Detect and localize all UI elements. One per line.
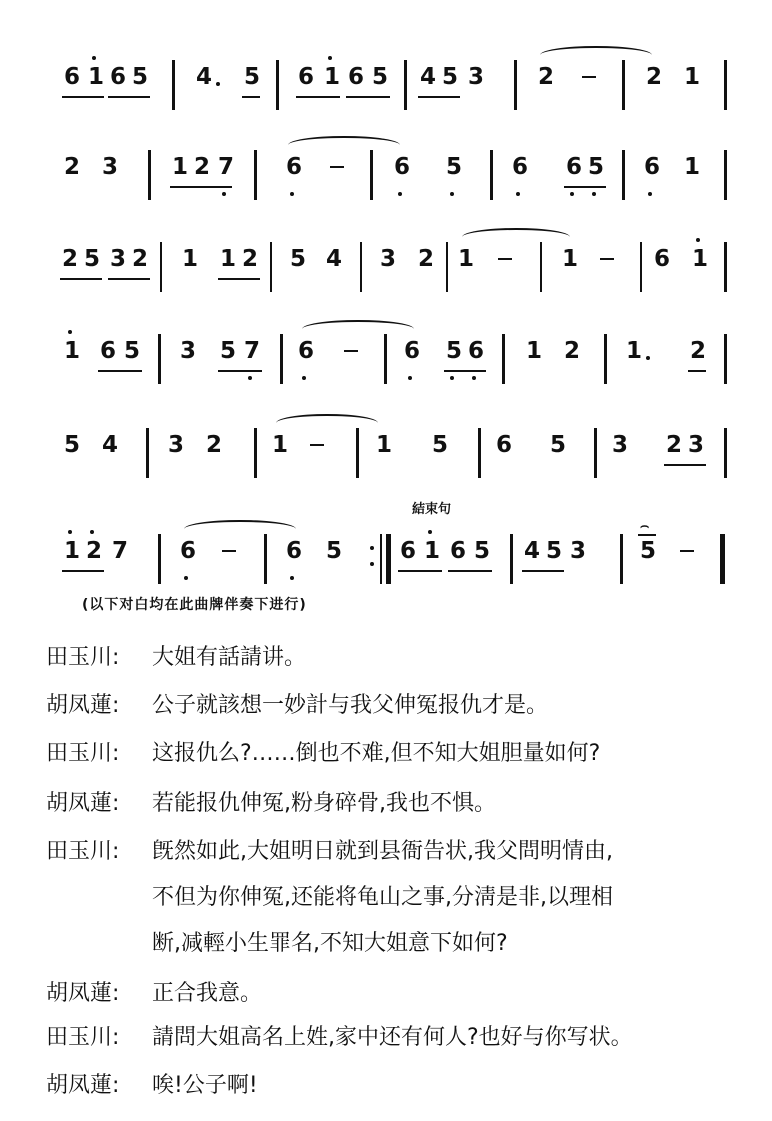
- note: 5: [290, 246, 307, 272]
- line-text: 公子就該想一妙計与我父伸冤报仇才是。: [152, 693, 549, 718]
- note: 3: [468, 64, 485, 90]
- barline: [478, 428, 481, 478]
- underline: [98, 370, 142, 372]
- underline: [108, 96, 150, 98]
- barline: [148, 150, 151, 200]
- speaker: 胡凤蓮:: [46, 693, 120, 718]
- note: 1: [64, 538, 81, 564]
- high-dot: [92, 56, 96, 60]
- barline: [620, 534, 623, 584]
- note: 2: [242, 246, 259, 272]
- line-text: 断,减輕小生罪名,不知大姐意下如何?: [152, 931, 508, 956]
- score-row-4: [0, 338, 772, 416]
- barline: [172, 60, 175, 110]
- low-dot: [398, 192, 402, 196]
- dash: [310, 444, 324, 446]
- dash: [680, 550, 694, 552]
- barline: [724, 334, 727, 384]
- barline: [724, 150, 727, 200]
- low-dot: [592, 192, 596, 196]
- note: 6: [496, 432, 513, 458]
- note: 2: [418, 246, 435, 272]
- slur: [540, 46, 652, 64]
- note: 7: [112, 538, 129, 564]
- note: 6: [110, 64, 127, 90]
- note: 1: [220, 246, 237, 272]
- ending-label: 結束句: [412, 502, 452, 517]
- note: 2: [194, 154, 211, 180]
- dash: [330, 166, 344, 168]
- low-dot: [290, 576, 294, 580]
- low-dot: [302, 376, 306, 380]
- note: 6: [298, 338, 315, 364]
- barline: [146, 428, 149, 478]
- line-text: 旣然如此,大姐明日就到县衙告状,我父問明情由,: [152, 839, 613, 864]
- barline: [724, 60, 727, 110]
- note: 7: [244, 338, 261, 364]
- underline: [242, 96, 260, 98]
- note: 1: [64, 338, 81, 364]
- barline: [356, 428, 359, 478]
- barline: [370, 150, 373, 200]
- score-row-5: [0, 432, 772, 510]
- barline: [514, 60, 517, 110]
- note: 5: [132, 64, 149, 90]
- barline: [622, 150, 625, 200]
- note: 3: [570, 538, 587, 564]
- note: 1: [172, 154, 189, 180]
- barline: [254, 150, 257, 200]
- note: 1: [692, 246, 709, 272]
- fermata-icon: ⌢: [640, 518, 650, 534]
- note: 5: [84, 246, 101, 272]
- note: 6: [100, 338, 117, 364]
- line-text: 正合我意。: [152, 981, 263, 1006]
- speaker: 田玉川:: [46, 645, 120, 670]
- underline: [218, 370, 262, 372]
- low-dot: [516, 192, 520, 196]
- note: 2: [132, 246, 149, 272]
- note: 3: [168, 432, 185, 458]
- score-row-3: [0, 246, 772, 324]
- note: 6: [348, 64, 365, 90]
- dash: [600, 258, 614, 260]
- speaker: 胡凤蓮:: [46, 981, 120, 1006]
- high-dot: [90, 530, 94, 534]
- low-dot: [450, 376, 454, 380]
- note: 1: [526, 338, 543, 364]
- underline: [296, 96, 340, 98]
- barline: [622, 60, 625, 110]
- repeat-dot: [370, 546, 374, 550]
- note: 5: [220, 338, 237, 364]
- note: 6: [400, 538, 417, 564]
- note: 6: [450, 538, 467, 564]
- slur: [276, 414, 378, 432]
- underline: [664, 464, 706, 466]
- note: 3: [110, 246, 127, 272]
- barline: [254, 428, 257, 478]
- note: 2: [690, 338, 707, 364]
- underline: [218, 278, 260, 280]
- barline: [264, 534, 267, 584]
- note: 5: [244, 64, 261, 90]
- underline: [170, 186, 232, 188]
- underline: [564, 186, 606, 188]
- low-dot: [248, 376, 252, 380]
- barline: [276, 60, 279, 110]
- line-text: 若能报仇伸冤,粉身碎骨,我也不惧。: [152, 791, 496, 816]
- note: 3: [380, 246, 397, 272]
- underline: [108, 278, 150, 280]
- note: 5: [442, 64, 459, 90]
- note: 6: [298, 64, 315, 90]
- line-text: 不但为你伸冤,还能将龟山之事,分淸是非,以理相: [152, 885, 613, 910]
- speaker: 田玉川:: [46, 741, 120, 766]
- note: 6: [644, 154, 661, 180]
- high-dot: [328, 56, 332, 60]
- note: 5: [124, 338, 141, 364]
- note: 2: [86, 538, 103, 564]
- slur: [288, 136, 400, 154]
- note: 3: [102, 154, 119, 180]
- slur: [184, 520, 296, 538]
- barline: [380, 534, 382, 584]
- line-text: 大姐有話請讲。: [152, 645, 307, 670]
- score-caption: (以下对白均在此曲牌伴奏下进行): [82, 597, 307, 613]
- repeat-barline: [386, 534, 391, 584]
- note: 4: [196, 64, 213, 90]
- line-text: 唉!公子啊!: [152, 1073, 258, 1098]
- note: 5: [474, 538, 491, 564]
- speaker: 胡凤蓮:: [46, 1073, 120, 1098]
- barline: [158, 534, 161, 584]
- note: 1: [424, 538, 441, 564]
- note: 3: [688, 432, 705, 458]
- note: 4: [102, 432, 119, 458]
- note: 5: [372, 64, 389, 90]
- dash: [498, 258, 512, 260]
- note: 6: [64, 64, 81, 90]
- barline: [280, 334, 283, 384]
- barline: [160, 242, 162, 292]
- note: 4: [524, 538, 541, 564]
- note: 2: [538, 64, 555, 90]
- note: 2: [62, 246, 79, 272]
- note: 2: [206, 432, 223, 458]
- note: 5: [588, 154, 605, 180]
- note: 5: [64, 432, 81, 458]
- aug-dot: [216, 82, 220, 86]
- dash: [344, 350, 358, 352]
- high-dot: [68, 330, 72, 334]
- barline: [384, 334, 387, 384]
- note: 1: [88, 64, 105, 90]
- high-dot: [428, 530, 432, 534]
- barline: [724, 242, 727, 292]
- overline: [638, 534, 656, 536]
- note: 1: [626, 338, 643, 364]
- underline: [688, 370, 706, 372]
- low-dot: [570, 192, 574, 196]
- note: 6: [286, 154, 303, 180]
- note: 5: [550, 432, 567, 458]
- note: 5: [326, 538, 343, 564]
- slur: [462, 228, 570, 246]
- note: 6: [404, 338, 421, 364]
- note: 5: [640, 538, 657, 564]
- barline: [360, 242, 362, 292]
- barline: [158, 334, 161, 384]
- note: 1: [376, 432, 393, 458]
- barline: [724, 428, 727, 478]
- low-dot: [450, 192, 454, 196]
- underline: [448, 570, 492, 572]
- barline: [490, 150, 493, 200]
- underline: [444, 370, 486, 372]
- barline: [604, 334, 607, 384]
- speaker: 田玉川:: [46, 839, 120, 864]
- low-dot: [472, 376, 476, 380]
- underline: [62, 570, 104, 572]
- repeat-dot: [370, 562, 374, 566]
- underline: [522, 570, 564, 572]
- final-barline: [720, 534, 725, 584]
- dash: [582, 76, 596, 78]
- low-dot: [648, 192, 652, 196]
- barline: [640, 242, 642, 292]
- note: 6: [286, 538, 303, 564]
- note: 6: [512, 154, 529, 180]
- note: 7: [218, 154, 235, 180]
- note: 5: [446, 338, 463, 364]
- score-row-2: [0, 154, 772, 232]
- line-text: 这报仇么?……倒也不难,但不知大姐胆量如何?: [152, 741, 601, 766]
- underline: [60, 278, 102, 280]
- note: 1: [458, 246, 475, 272]
- note: 3: [180, 338, 197, 364]
- speaker: 胡凤蓮:: [46, 791, 120, 816]
- note: 6: [468, 338, 485, 364]
- barline: [540, 242, 542, 292]
- note: 1: [684, 154, 701, 180]
- speaker: 田玉川:: [46, 1025, 120, 1050]
- note: 6: [394, 154, 411, 180]
- note: 5: [432, 432, 449, 458]
- note: 4: [420, 64, 437, 90]
- underline: [398, 570, 442, 572]
- note: 2: [64, 154, 81, 180]
- note: 3: [612, 432, 629, 458]
- note: 4: [326, 246, 343, 272]
- note: 1: [182, 246, 199, 272]
- note: 6: [180, 538, 197, 564]
- slur: [302, 320, 414, 338]
- note: 5: [446, 154, 463, 180]
- note: 1: [684, 64, 701, 90]
- note: 1: [324, 64, 341, 90]
- underline: [418, 96, 460, 98]
- high-dot: [696, 238, 700, 242]
- aug-dot: [646, 356, 650, 360]
- barline: [594, 428, 597, 478]
- barline: [502, 334, 505, 384]
- note: 5: [546, 538, 563, 564]
- underline: [346, 96, 390, 98]
- low-dot: [184, 576, 188, 580]
- underline: [62, 96, 104, 98]
- note: 6: [566, 154, 583, 180]
- barline: [404, 60, 407, 110]
- note: 2: [646, 64, 663, 90]
- high-dot: [68, 530, 72, 534]
- note: 2: [564, 338, 581, 364]
- note: 6: [654, 246, 671, 272]
- note: 2: [666, 432, 683, 458]
- barline: [270, 242, 272, 292]
- barline: [446, 242, 448, 292]
- low-dot: [222, 192, 226, 196]
- line-text: 請問大姐高名上姓,家中还有何人?也好与你写状。: [152, 1025, 633, 1050]
- barline: [510, 534, 513, 584]
- note: 1: [562, 246, 579, 272]
- note: 1: [272, 432, 289, 458]
- low-dot: [408, 376, 412, 380]
- dash: [222, 550, 236, 552]
- low-dot: [290, 192, 294, 196]
- score-row-1: [0, 64, 772, 142]
